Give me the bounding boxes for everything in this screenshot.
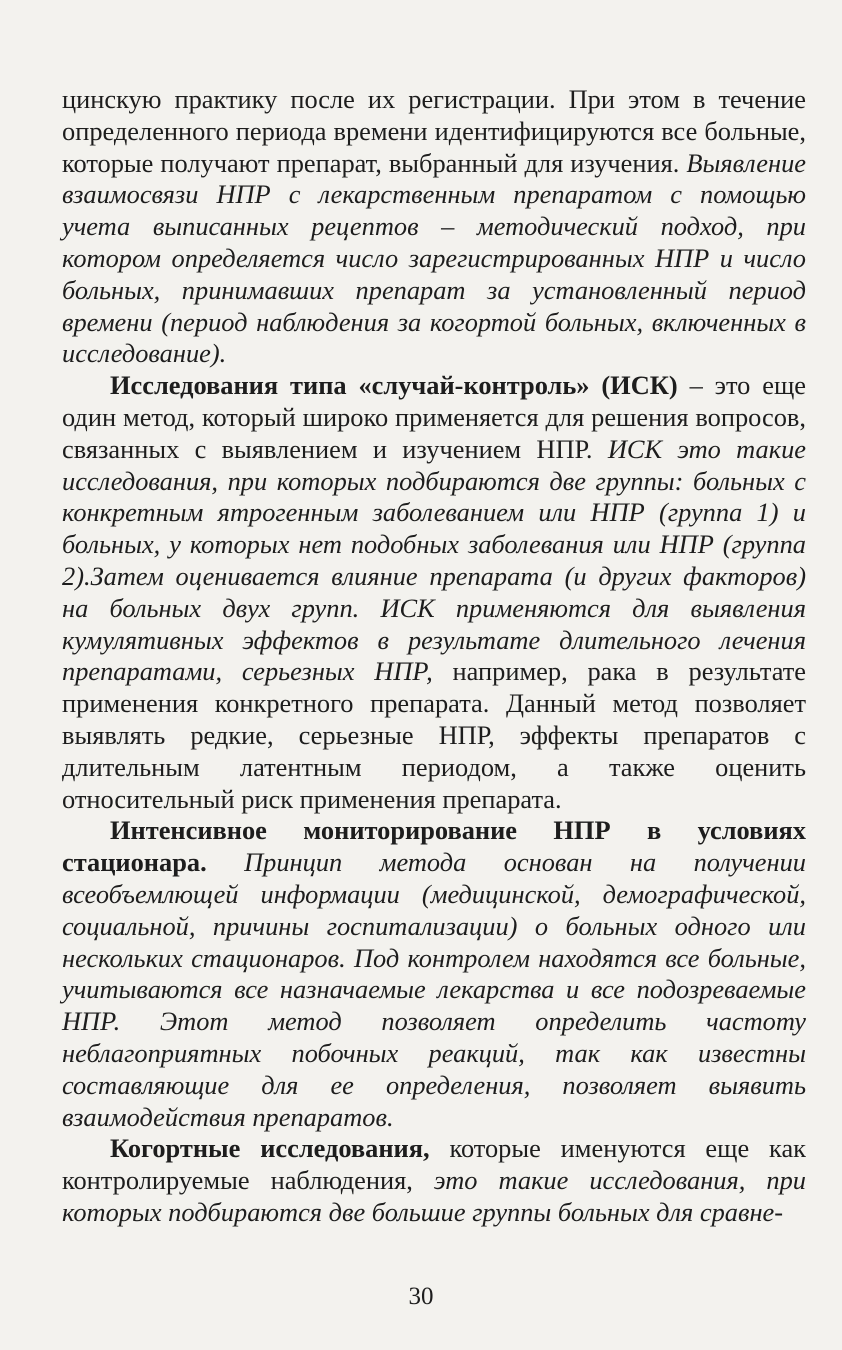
text-span: которые именуются еще как контролируемые наблюдения, <box>62 1133 806 1196</box>
term-heading: Исследования типа «случай-контроль» (ИСК) <box>110 370 678 401</box>
paragraph-case-control <box>62 370 806 815</box>
definition-text: ИСК это такие исследования, при которых подбираются две группы: больных с конкретным ятрогенным заболеванием или НПР (группа 1) и больных, у которых нет подобных заболевания или НПР (группа 2).Затем оценивается влияние препарата (и других факторов) на больных двух групп. ИСК применяются для выявления кумулятивных эффектов в результате длительного лечения препаратами, серьезных НПР, <box>62 433 806 687</box>
page-body <box>62 84 806 1229</box>
definition-text: Выявление взаимосвязи НПР с лекарственным препаратом с помощью учета выписанных рецептов – методический подход, при котором определяется число зарегистрированных НПР и число больных, принимавших препарат за установленный период времени (период наблюдения за когортой больных, включенных в исследование). <box>62 147 806 369</box>
text-span: цинскую практику после их регистрации. При этом в течение определенного периода времени идентифицируются все больные, которые получают препарат, выбранный для изучения. <box>62 84 806 178</box>
text-span: – это еще один метод, который широко применяется для решения вопросов, связанных с выявлением и изучением НПР. <box>62 370 806 464</box>
text-span: например, рака в результате применения конкретного препарата. Данный метод позволяет выявлять редкие, серьезные НПР, эффекты препаратов с длительным латентным периодом, а также оценить относительный риск применения препарата. <box>62 656 806 814</box>
paragraph-prescription-monitoring <box>62 84 806 370</box>
term-heading: Когортные исследования, <box>110 1133 430 1164</box>
page-number: 30 <box>408 1283 434 1310</box>
term-heading: Интенсивное мониторирование НПР в условиях стационара. <box>62 815 806 878</box>
paragraph-cohort-studies <box>62 1133 806 1228</box>
definition-text: это такие исследования, при которых подбираются две большие группы больных для сравне- <box>62 1165 806 1227</box>
definition-text: Принцип метода основан на получении всеобъемлющей информации (медицинской, демографической, социальной, причины госпитализации) о больных одного или нескольких стационаров. Под контролем находятся все больные, учитываются все назначаемые лекарства и все подозреваемые НПР. Этот метод позволяет определить частоту неблагоприятных побочных реакций, так как известны составляющие для ее определения, позволяет выявить взаимодействия препаратов. <box>62 847 806 1132</box>
paragraph-intensive-monitoring <box>62 815 806 1133</box>
